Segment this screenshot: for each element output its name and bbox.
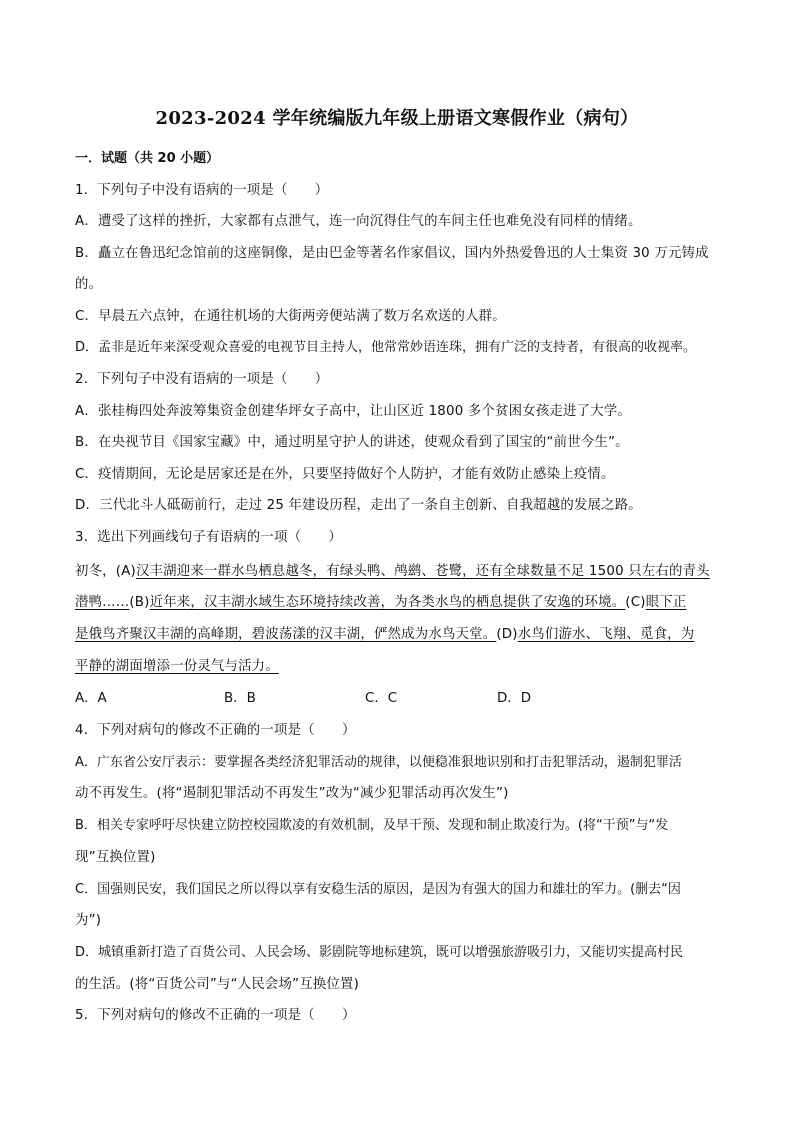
passage-marker-d: (D): [496, 627, 518, 642]
underlined-sentence-a-end: 潜鸭……: [75, 595, 130, 610]
question-4-option-d-line2: 的生活。(将“百货公司”与“人民会场”互换位置): [75, 977, 360, 992]
question-3-passage-line1: [75, 560, 710, 579]
question-1-option-d: D．孟非是近年来深受观众喜爱的电视节目主持人，他常常妙语连珠，拥有广泛的支持者，有很高的收视率。: [75, 340, 697, 355]
question-2-option-b: B．在央视节目《国家宝藏》中，通过明星守护人的讲述，使观众看到了国宝的“前世今生”。: [75, 435, 629, 450]
question-4-option-b-line1: B．相关专家呼吁尽快建立防控校园欺凌的有效机制，及早干预、发现和制止欺凌行为。(将“干预”与“发: [75, 818, 669, 833]
passage-marker-c: (C): [625, 595, 646, 610]
question-3-stem: 3．选出下列画线句子有语病的一项（ ）: [75, 530, 342, 545]
passage-marker-b: (B): [129, 595, 150, 610]
underlined-sentence-b: 近年来，汉丰湖水域生态环境持续改善，为各类水鸟的栖息提供了安逸的环境。: [149, 595, 626, 610]
question-4-option-a-line1: A．广东省公安厅表示：要掌握各类经济犯罪活动的规律，以便稳准狠地识别和打击犯罪活动，遏制犯罪活: [75, 755, 682, 770]
question-1-option-a: A．遭受了这样的挫折，大家都有点泄气，连一向沉得住气的车间主任也难免没有同样的情绪。: [75, 214, 642, 229]
question-4-option-c-line2: 为”): [75, 913, 102, 928]
question-3-option-c: C．C: [365, 691, 398, 706]
question-4-option-d-line1: D．城镇重新打造了百货公司、人民会场、影剧院等地标建筑，既可以增强旅游吸引力，又能切实提高村民: [75, 945, 684, 960]
underlined-sentence-a: 汉丰湖迎来一群水鸟栖息越冬，有绿头鸭、鸬鹚、苍鹭，还有全球数量不足 1500 只左右的青头: [135, 564, 710, 579]
passage-marker-a: 初冬，(A): [75, 564, 136, 579]
question-5-stem: 5．下列对病句的修改不正确的一项是（ ）: [75, 1008, 356, 1023]
question-1-option-b-line2: 的。: [75, 277, 103, 292]
underlined-sentence-c: 是俄鸟齐聚汉丰湖的高峰期，碧波荡漾的汉丰湖，俨然成为水鸟天堂。: [75, 627, 497, 642]
document-title: 2023-2024 学年统编版九年级上册语文寒假作业（病句）: [155, 108, 639, 129]
question-3-option-d: D．D: [497, 691, 532, 706]
question-4-option-c-line1: C．国强则民安，我们国民之所以得以享有安稳生活的原因，是因为有强大的国力和雄壮的军力。(删去“因: [75, 882, 681, 897]
question-4-stem: 4．下列对病句的修改不正确的一项是（ ）: [75, 723, 356, 738]
underlined-sentence-d: 水鸟们游水、飞翔、觅食，为: [517, 627, 695, 642]
question-3-passage-line2: [75, 591, 686, 610]
question-4-option-b-line2: 现”互换位置): [75, 850, 156, 865]
question-3-passage-line4: [75, 655, 279, 674]
question-2-option-c: C．疫情期间，无论是居家还是在外，只要坚持做好个人防护，才能有效防止感染上疫情。: [75, 467, 615, 482]
underlined-sentence-d-end: 平静的湖面增添一份灵气与活力。: [75, 659, 279, 674]
question-3-passage-line3: [75, 623, 694, 642]
question-1-option-c: C．早晨五六点钟，在通往机场的大街两旁便站满了数万名欢送的人群。: [75, 309, 506, 324]
question-3-option-b: B．B: [224, 691, 256, 706]
question-2-option-a: A．张桂梅四处奔波筹集资金创建华坪女子高中，让山区近 1800 多个贫困女孩走进了大学。: [75, 404, 632, 419]
question-1-option-b-line1: B．矗立在鲁迅纪念馆前的这座铜像，是由巴金等著名作家倡议，国内外热爱鲁迅的人士集资 30 万元铸成: [75, 246, 709, 261]
question-3-option-a: A．A: [75, 691, 107, 706]
question-1-stem: 1．下列句子中没有语病的一项是（ ）: [75, 183, 329, 198]
question-4-option-a-line2: 动不再发生。(将“遏制犯罪活动不再发生”改为“减少犯罪活动再次发生”): [75, 786, 509, 801]
section-heading: 一．试题（共 20 小题）: [75, 151, 220, 166]
question-2-stem: 2．下列句子中没有语病的一项是（ ）: [75, 372, 329, 387]
question-2-option-d: D．三代北斗人砥砺前行，走过 25 年建设历程，走出了一条自主创新、自我超越的发展之路。: [75, 498, 642, 513]
underlined-sentence-c-start: 眼下正: [645, 595, 687, 610]
